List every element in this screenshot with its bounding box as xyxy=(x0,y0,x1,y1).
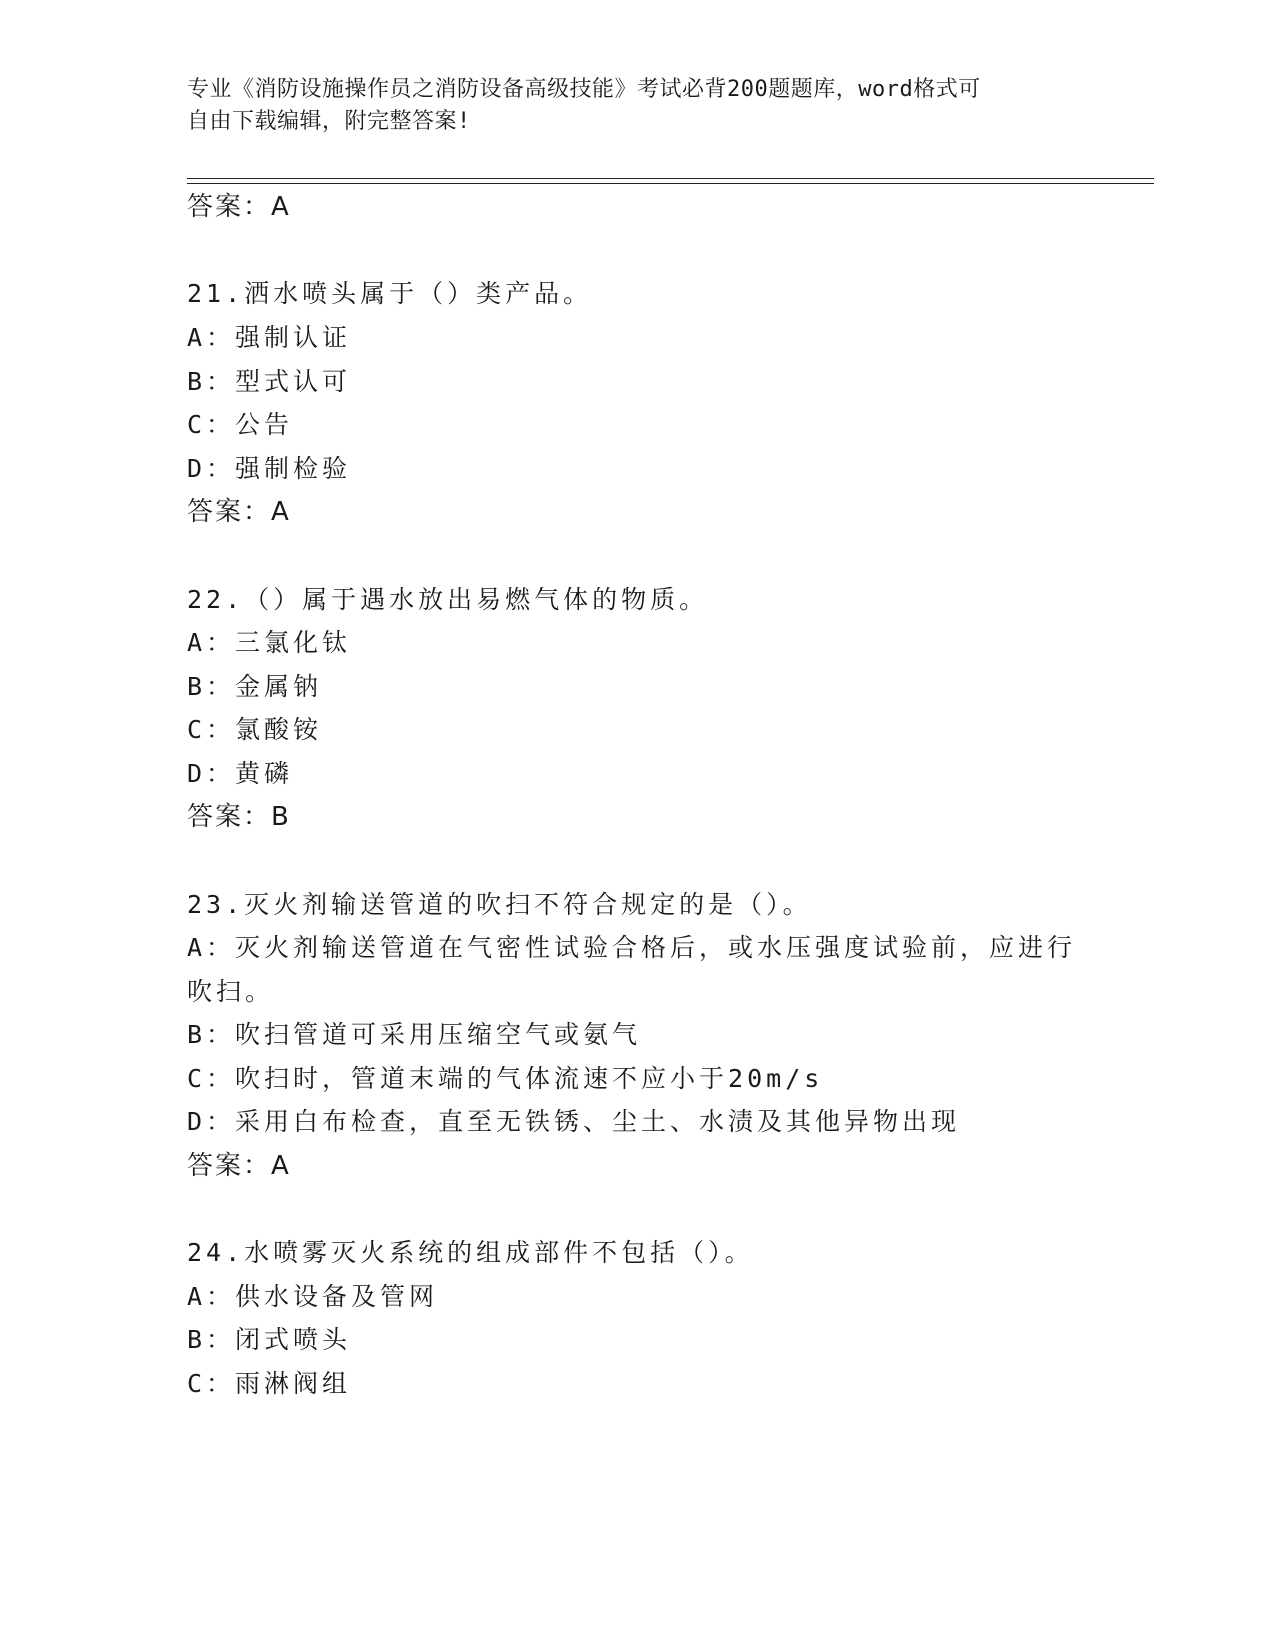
question-23-option-a-line-1: A：灭火剂输送管道在气密性试验合格后，或水压强度试验前，应进行 xyxy=(187,933,1077,962)
question-22-option-c: C：氯酸铵 xyxy=(187,715,323,744)
question-22-option-d: D：黄磷 xyxy=(187,759,294,788)
question-22-answer: 答案：B xyxy=(187,802,291,832)
question-23-option-c: C：吹扫时，管道末端的气体流速不应小于20m/s xyxy=(187,1064,824,1093)
question-21-answer: 答案：A xyxy=(187,497,291,527)
question-21-option-d: D：强制检验 xyxy=(187,454,352,483)
question-22-option-b: B：金属钠 xyxy=(187,672,323,701)
question-23-option-a-line-2: 吹扫。 xyxy=(187,977,275,1006)
question-22-option-a: A：三氯化钛 xyxy=(187,628,352,657)
question-24-option-b: B：闭式喷头 xyxy=(187,1325,352,1354)
question-24-option-c: C：雨淋阀组 xyxy=(187,1369,352,1398)
question-23-option-b: B：吹扫管道可采用压缩空气或氨气 xyxy=(187,1020,642,1049)
question-21-option-c: C：公告 xyxy=(187,410,294,439)
answer-line: 答案：A xyxy=(187,192,291,222)
question-21-option-b: B：型式认可 xyxy=(187,367,352,396)
question-24-option-a: A：供水设备及管网 xyxy=(187,1282,439,1311)
question-21-text: 21.洒水喷头属于（）类产品。 xyxy=(187,279,593,308)
question-23-text: 23.灭火剂输送管道的吹扫不符合规定的是（）。 xyxy=(187,890,812,919)
question-24-text: 24.水喷雾灭火系统的组成部件不包括（）。 xyxy=(187,1238,754,1267)
document-header xyxy=(187,74,1067,138)
header-title-line-1: 专业《消防设施操作员之消防设备高级技能》考试必背200题题库，word格式可 xyxy=(187,77,981,102)
question-23-option-d: D：采用白布检查，直至无铁锈、尘土、水渍及其他异物出现 xyxy=(187,1107,961,1136)
header-divider-top xyxy=(187,178,1154,179)
question-22-text: 22.（）属于遇水放出易燃气体的物质。 xyxy=(187,585,709,614)
question-21-option-a: A：强制认证 xyxy=(187,323,352,352)
header-title-line-2: 自由下载编辑，附完整答案! xyxy=(187,109,471,134)
question-23-answer: 答案：A xyxy=(187,1151,291,1181)
header-divider-bottom xyxy=(187,183,1154,184)
